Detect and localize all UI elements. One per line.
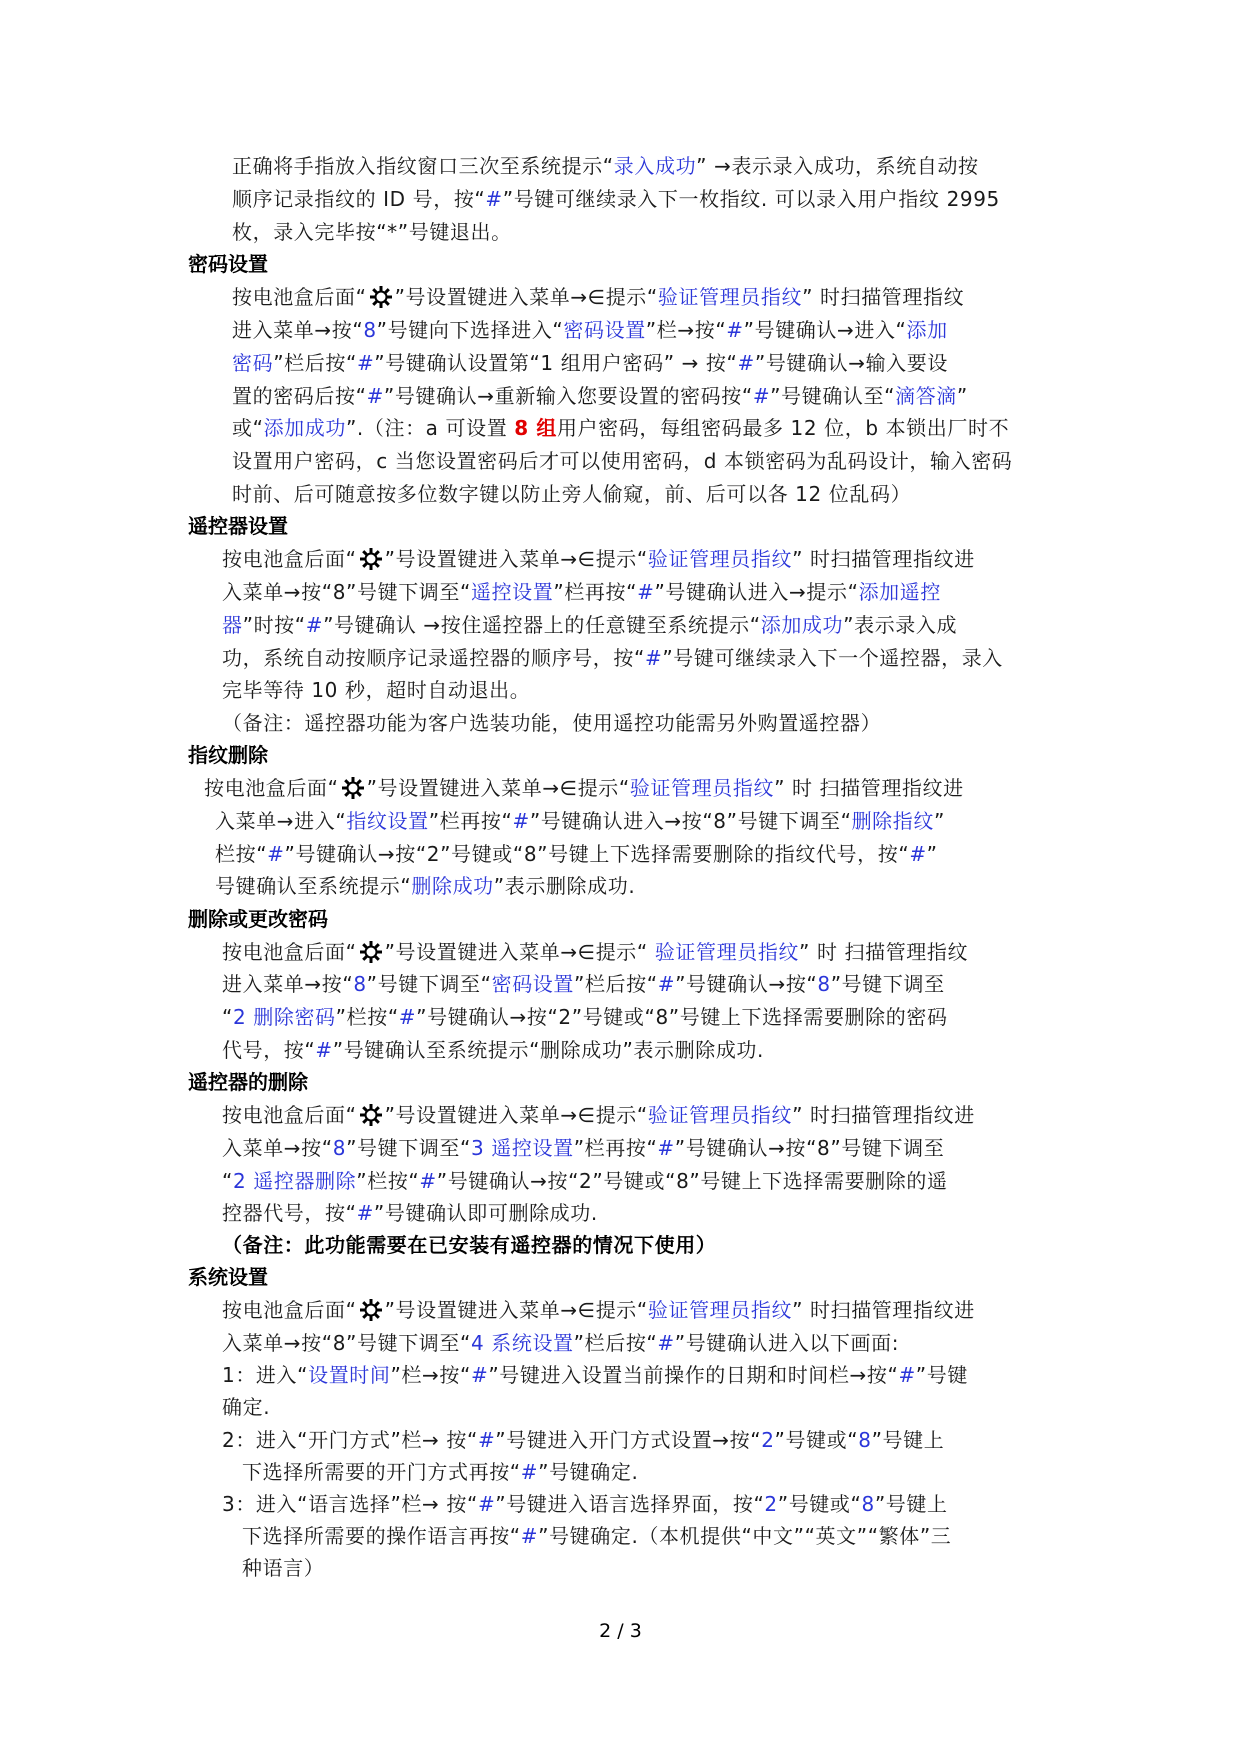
text-line: 器”时按“#”号键确认 →按住遥控器上的任意键至系统提示“添加成功”表示录入成	[222, 613, 958, 637]
text-line: 代号，按“#”号键确认至系统提示“删除成功”表示删除成功.	[222, 1038, 764, 1062]
highlighted-term: #	[726, 318, 744, 342]
text-line: 控器代号，按“#”号键确认即可删除成功.	[222, 1201, 598, 1225]
page-number: 2 / 3	[599, 1620, 642, 1642]
highlighted-term: 指纹设置	[346, 809, 429, 833]
settings-gear-icon	[358, 547, 384, 571]
highlighted-term: #	[356, 1201, 374, 1225]
text-line: 2：进入“开门方式”栏→ 按“#”号键进入开门方式设置→按“2”号键或“8”号键上	[222, 1428, 945, 1452]
highlighted-term: 8	[858, 1428, 872, 1452]
text-line: 按电池盒后面“ ”号设置键进入菜单→∈提示“验证管理员指纹” 时扫描管理指纹进	[222, 1103, 975, 1127]
highlighted-term: 8	[861, 1492, 875, 1516]
highlighted-term: 验证管理员指纹	[657, 285, 803, 309]
highlighted-term: #	[520, 1460, 539, 1484]
text-line: 种语言）	[242, 1556, 325, 1580]
highlighted-term: 8	[332, 1136, 347, 1160]
text-line: 置的密码后按“#”号键确认→重新输入您要设置的密码按“#”号键确认至“滴答滴”	[232, 384, 968, 408]
highlighted-term: 录入成功	[613, 154, 697, 178]
text-line: 1：进入“设置时间”栏→按“#”号键进入设置当前操作的日期和时间栏→按“#”号键	[222, 1363, 968, 1387]
text-line: 确定.	[222, 1395, 271, 1419]
text-line: 按电池盒后面“ ”号设置键进入菜单→∈提示“验证管理员指纹” 时 扫描管理指纹进	[204, 776, 964, 800]
text-line: 正确将手指放入指纹窗口三次至系统提示“录入成功” →表示录入成功，系统自动按	[232, 154, 979, 178]
text-line: 进入菜单→按“8”号键下调至“密码设置”栏后按“#”号键确认→按“8”号键下调至	[222, 972, 945, 996]
highlighted-term: 添加遥控	[858, 580, 941, 604]
highlighted-term: 滴答滴	[895, 384, 957, 408]
highlighted-term: #	[477, 1492, 496, 1516]
highlighted-term: #	[657, 1136, 675, 1160]
highlighted-term: 遥控设置	[470, 580, 554, 604]
text-line: 下选择所需要的开门方式再按“#”号键确定.	[242, 1460, 639, 1484]
highlighted-term: 8	[817, 972, 831, 996]
text-line: 或“添加成功”.（注：a 可设置 8 组用户密码，每组密码最多 12 位，b 本锁出厂时不	[232, 416, 1010, 440]
highlighted-term: 8	[363, 318, 377, 342]
highlighted-term: #	[898, 1363, 916, 1387]
note-bold: （备注：此功能需要在已安装有遥控器的情况下使用）	[222, 1233, 717, 1257]
highlighted-term: 设置时间	[308, 1363, 391, 1387]
highlighted-term: #	[398, 1005, 417, 1029]
highlighted-term: 密码	[232, 351, 274, 375]
highlighted-term: #	[470, 1363, 489, 1387]
text-line: 按电池盒后面“ ”号设置键进入菜单→∈提示“验证管理员指纹” 时扫描管理指纹进	[222, 1298, 975, 1322]
text-line: （备注：遥控器功能为客户选装功能，使用遥控功能需另外购置遥控器）	[222, 711, 882, 735]
section-heading: 系统设置	[188, 1265, 268, 1289]
highlighted-term: #	[477, 1428, 496, 1452]
highlighted-term: 验证管理员指纹	[654, 940, 800, 964]
highlighted-term: 添加成功	[263, 416, 346, 440]
highlighted-term: 4 系统设置	[470, 1331, 574, 1355]
highlighted-term: 2	[761, 1428, 775, 1452]
text-line: 入菜单→按“8”号键下调至“4 系统设置”栏后按“#”号键确认进入以下画面:	[222, 1331, 900, 1355]
highlighted-term: 添加成功	[760, 613, 844, 637]
highlighted-term: 验证管理员指纹	[629, 776, 775, 800]
settings-gear-icon	[358, 940, 384, 964]
settings-gear-icon	[368, 285, 394, 309]
highlighted-term: #	[315, 1038, 333, 1062]
section-heading: 密码设置	[188, 252, 268, 276]
text-line: 设置用户密码，c 当您设置密码后才可以使用密码，d 本锁密码为乱码设计，输入密码	[232, 449, 1013, 473]
highlighted-term: #	[512, 809, 530, 833]
text-line: 按电池盒后面“ ”号设置键进入菜单→∈提示“验证管理员指纹” 时扫描管理指纹进	[222, 547, 975, 571]
highlighted-term: 器	[222, 613, 243, 637]
text-line: “2 删除密码”栏按“#”号键确认→按“2”号键或“8”号键上下选择需要删除的密码	[222, 1005, 948, 1029]
highlighted-term: #	[305, 613, 324, 637]
highlighted-term: 密码设置	[563, 318, 646, 342]
highlighted-term: 2 遥控器删除	[232, 1169, 357, 1193]
text-line: 完毕等待 10 秒，超时自动退出。	[222, 678, 531, 702]
section-heading: 遥控器设置	[188, 514, 288, 538]
text-line: 枚，录入完毕按“*”号键退出。	[232, 220, 512, 244]
text-line: 入菜单→进入“指纹设置”栏再按“#”号键确认进入→按“8”号键下调至“删除指纹”	[215, 809, 945, 833]
highlighted-term: #	[644, 646, 663, 670]
text-line: 密码”栏后按“#”号键确认设置第“1 组用户密码” → 按“#”号键确认→输入要设	[232, 351, 948, 375]
text-line: 入菜单→按“8”号键下调至“遥控设置”栏再按“#”号键确认进入→提示“添加遥控	[222, 580, 941, 604]
highlighted-term: #	[485, 187, 503, 211]
text-line: 号键确认至系统提示“删除成功”表示删除成功.	[215, 874, 636, 898]
highlighted-term: 添加	[906, 318, 948, 342]
section-heading: 指纹删除	[188, 743, 268, 767]
highlighted-term: #	[657, 972, 676, 996]
highlighted-term: #	[909, 842, 927, 866]
highlighted-term: 3 遥控设置	[471, 1136, 574, 1160]
highlighted-term: #	[657, 1331, 675, 1355]
highlighted-term: #	[637, 580, 655, 604]
highlighted-term: #	[366, 384, 384, 408]
text-line: 下选择所需要的操作语言再按“#”号键确定.（本机提供“中文”“英文”“繁体”三	[242, 1524, 952, 1548]
highlighted-term: #	[737, 351, 755, 375]
highlighted-term: 8	[353, 972, 367, 996]
highlighted-term: #	[356, 351, 375, 375]
highlighted-term: 验证管理员指纹	[647, 1103, 793, 1127]
highlighted-term: 2 删除密码	[232, 1005, 336, 1029]
highlighted-term: 密码设置	[491, 972, 574, 996]
emphasis-number: 8 组	[514, 416, 557, 440]
highlighted-term: #	[752, 384, 771, 408]
settings-gear-icon	[358, 1298, 384, 1322]
settings-gear-icon	[340, 776, 366, 800]
highlighted-term: 验证管理员指纹	[647, 1298, 793, 1322]
highlighted-term: #	[419, 1169, 437, 1193]
text-line	[222, 1231, 716, 1259]
section-heading: 遥控器的删除	[188, 1070, 308, 1094]
text-line: 栏按“#”号键确认→按“2”号键或“8”号键上下选择需要删除的指纹代号，按“#”	[215, 842, 938, 866]
section-heading: 删除或更改密码	[188, 907, 328, 931]
highlighted-term: #	[267, 842, 285, 866]
settings-gear-icon	[358, 1103, 384, 1127]
text-line: 入菜单→按“8”号键下调至“3 遥控设置”栏再按“#”号键确认→按“8”号键下调至	[222, 1136, 945, 1160]
highlighted-term: 2	[764, 1492, 778, 1516]
text-line: 3：进入“语言选择”栏→ 按“#”号键进入语言选择界面，按“2”号键或“8”号键上	[222, 1492, 948, 1516]
text-line: “2 遥控器删除”栏按“#”号键确认→按“2”号键或“8”号键上下选择需要删除的遥	[222, 1169, 948, 1193]
text-line: 进入菜单→按“8”号键向下选择进入“密码设置”栏→按“#”号键确认→进入“添加	[232, 318, 948, 342]
text-line: 功，系统自动按顺序记录遥控器的顺序号，按“#”号键可继续录入下一个遥控器，录入	[222, 646, 1003, 670]
highlighted-term: 删除成功	[411, 874, 494, 898]
text-line: 时前、后可随意按多位数字键以防止旁人偷窥，前、后可以各 12 位乱码）	[232, 482, 912, 506]
text-line: 顺序记录指纹的 ID 号，按“#”号键可继续录入下一枚指纹. 可以录入用户指纹 2995	[232, 187, 1000, 211]
text-line: 按电池盒后面“ ”号设置键进入菜单→∈提示“ 验证管理员指纹” 时 扫描管理指纹	[222, 940, 969, 964]
text-line: 按电池盒后面“ ”号设置键进入菜单→∈提示“验证管理员指纹” 时扫描管理指纹	[232, 285, 965, 309]
highlighted-term: 删除指纹	[851, 809, 934, 833]
highlighted-term: #	[520, 1524, 539, 1548]
highlighted-term: 验证管理员指纹	[647, 547, 793, 571]
